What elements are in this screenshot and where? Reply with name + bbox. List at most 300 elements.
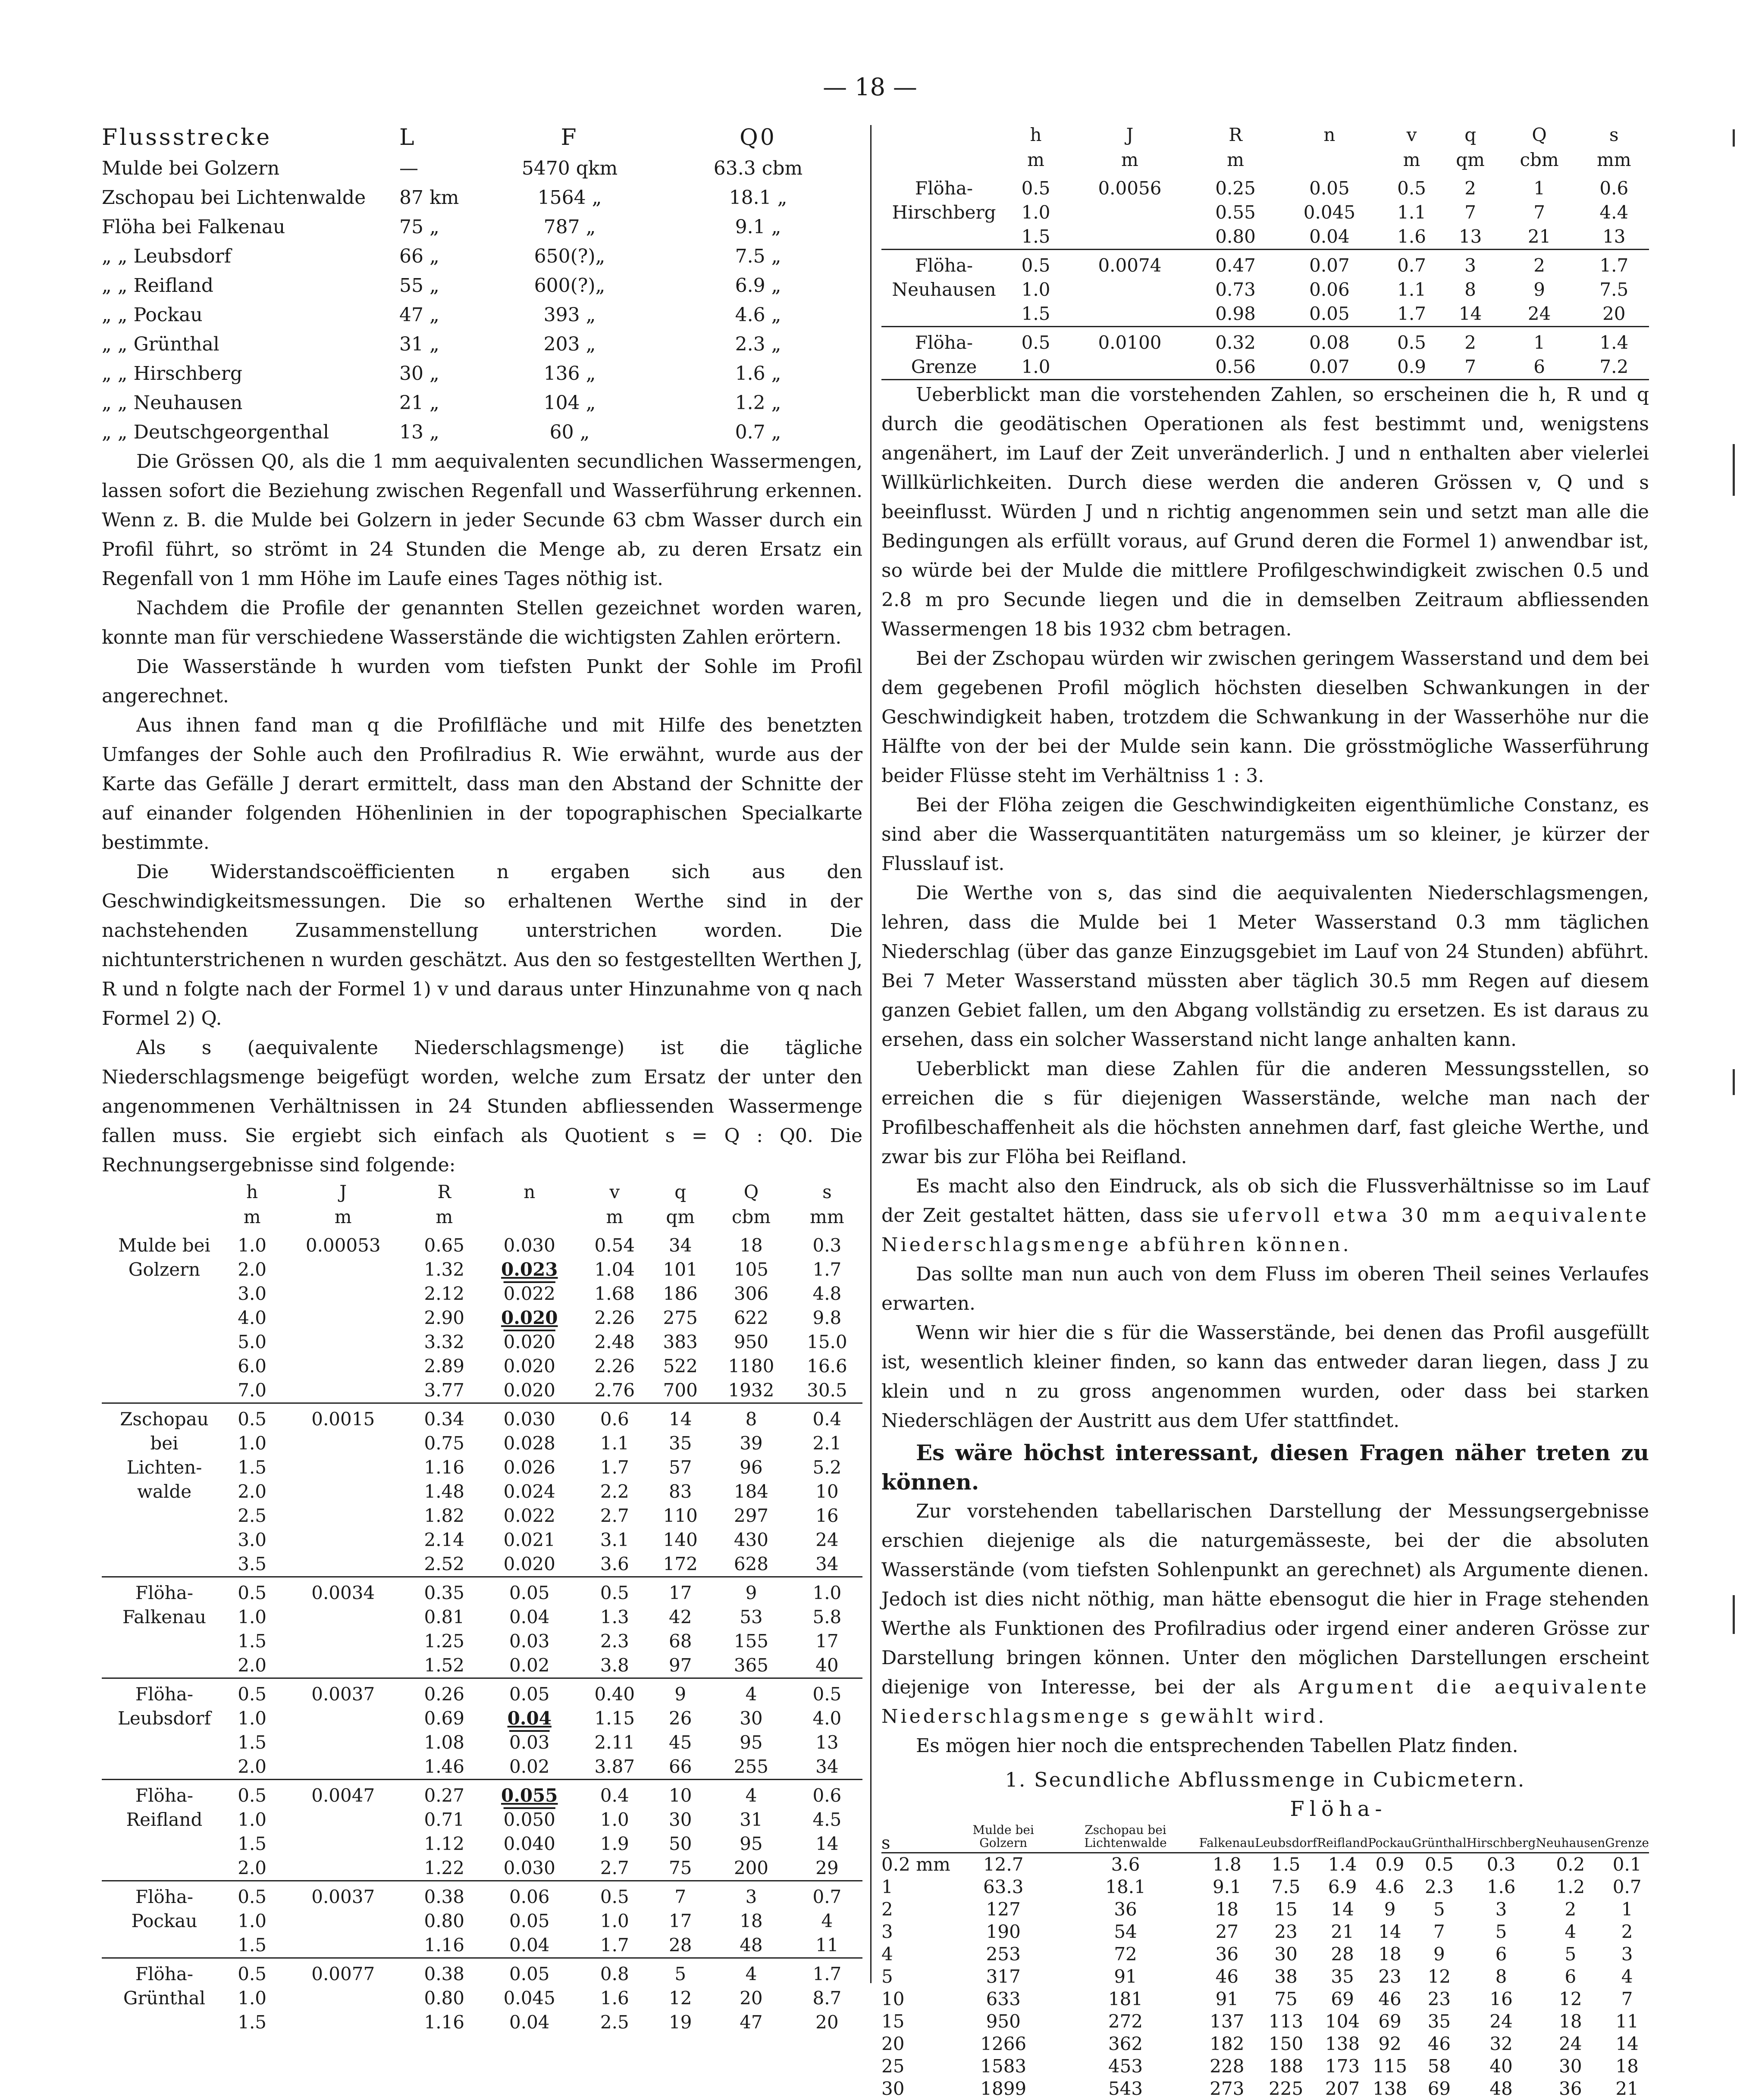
r-cell	[409, 1528, 480, 1552]
measurement-table-right	[881, 123, 1649, 380]
unit-header: mm	[1596, 149, 1631, 170]
h-cell: 2.0	[238, 1481, 267, 1502]
j-cell	[1065, 173, 1194, 200]
location-cell	[881, 278, 1006, 302]
table-cell: 28	[1331, 1944, 1354, 1965]
cell-value: 13	[1458, 226, 1482, 247]
r-cell	[409, 1755, 480, 1780]
table-row	[102, 1933, 862, 1958]
table-cell: 12.7	[955, 1853, 1052, 1876]
location-cell	[102, 1933, 227, 1958]
table-row	[102, 1577, 862, 1606]
table-cell: 150	[1269, 2033, 1304, 2054]
station-name: „ „ Leubsdorf	[102, 245, 231, 267]
location-cell	[881, 327, 1006, 355]
cell-value: 1.4	[1599, 332, 1629, 353]
j-cell	[277, 1731, 409, 1755]
cell-value: 0.06	[1309, 279, 1350, 300]
table-cell: 4	[881, 1944, 893, 1965]
cell-value: 1.0	[812, 1582, 842, 1603]
unit-header: m	[1121, 149, 1138, 170]
n-cell	[480, 1706, 579, 1731]
cell-value: 20	[1602, 303, 1626, 324]
length-cell: 75 „	[399, 216, 439, 238]
cell-value: 1.08	[424, 1732, 464, 1753]
cell-value: 18	[740, 1910, 763, 1931]
table-cell: 10	[881, 1988, 905, 2009]
location-cell	[102, 1856, 227, 1881]
area-cell: 600(?)„	[534, 275, 605, 297]
cell-value: 0.6	[600, 1408, 629, 1430]
s-cell	[792, 1731, 862, 1755]
r-cell	[409, 1881, 480, 1909]
location-label: Lichten-	[126, 1457, 202, 1478]
table-cell: 6	[1495, 1944, 1507, 1965]
q-cell	[650, 1731, 711, 1755]
station-name: Flöha bei Falkenau	[102, 216, 285, 238]
table-row	[102, 1480, 862, 1504]
area-cell: 104 „	[543, 392, 596, 414]
Q-cell	[1500, 327, 1579, 355]
area-cell: 787 „	[543, 216, 596, 238]
cell-value: 0.38	[424, 1963, 464, 1984]
right-column	[881, 123, 1649, 2100]
cell-value: 1.68	[594, 1283, 635, 1304]
r-cell	[1194, 225, 1277, 250]
j-value: 0.0056	[1098, 178, 1162, 199]
table-cell: 1.5	[1255, 1853, 1317, 1876]
Q-cell	[711, 1653, 792, 1678]
h-cell: 0.5	[238, 1582, 267, 1603]
right-paragraphs	[881, 380, 1649, 1172]
discharge-cell: 1.6 „	[735, 363, 781, 385]
cell-value: 0.35	[424, 1582, 464, 1603]
cell-value: 50	[669, 1833, 692, 1854]
v-cell	[579, 1909, 650, 1933]
cell-value: 3.77	[424, 1380, 464, 1401]
n-cell	[480, 1431, 579, 1455]
location-label: Hirschberg	[892, 202, 996, 223]
j-cell	[277, 1431, 409, 1455]
paragraph-eindruck: Es macht also den Eindruck, als ob sich die Flussverhältnisse so im Lauf der Zeit gestaltet hätten, dass sie ufervoll etwa 30 mm aequivalente Niederschlagsmenge abführen können.	[881, 1175, 1649, 1256]
table-row	[881, 302, 1649, 327]
cell-value: 0.020	[503, 1553, 555, 1574]
location-label: Mulde bei	[118, 1235, 210, 1256]
table-row	[102, 1909, 862, 1933]
paragraph-oben: Das sollte man nun auch von dem Fluss im oberen Theil seines Verlaufes erwarten.	[881, 1263, 1649, 1314]
cell-value: 2.90	[424, 1307, 464, 1328]
h-cell: 0.5	[1021, 332, 1050, 353]
j-cell	[277, 1330, 409, 1354]
cell-value: 26	[669, 1708, 692, 1729]
length-cell: 31 „	[399, 333, 439, 355]
j-value: 0.0074	[1098, 255, 1162, 276]
j-cell	[277, 1832, 409, 1856]
column-header: Zschopau bei Lichtenwalde	[1084, 1823, 1167, 1850]
v-cell	[579, 1986, 650, 2010]
h-cell: 0.5	[238, 1963, 267, 1984]
cell-value: 1.48	[424, 1481, 464, 1502]
Q-cell	[711, 1258, 792, 1282]
paragraph: Nachdem die Profile der genannten Stellen gezeichnet worden waren, konnte man für verschiedene Wasserstände die wichtigsten Zahlen erörtern.	[102, 597, 862, 648]
n-cell	[480, 1378, 579, 1403]
table-row	[102, 1455, 862, 1480]
header-spacer	[102, 1180, 227, 1205]
table-cell: 32	[1489, 2033, 1513, 2054]
table-cell: 35	[1427, 2011, 1451, 2032]
s-cell	[792, 1986, 862, 2010]
table-cell: 115	[1372, 2056, 1408, 2077]
n-cell	[480, 1330, 579, 1354]
discharge-cell: 9.1 „	[735, 216, 781, 238]
location-cell	[102, 1605, 227, 1629]
n-cell	[480, 1909, 579, 1933]
cell-value: 2.76	[594, 1380, 635, 1401]
cell-value: 0.022	[503, 1505, 555, 1526]
station-name: „ „ Reifland	[102, 275, 213, 297]
location-cell	[102, 1306, 227, 1330]
table-cell: 30	[1559, 2056, 1582, 2077]
cell-value: 0.6	[1599, 178, 1629, 199]
cell-value: 0.81	[424, 1606, 464, 1627]
v-cell	[579, 2010, 650, 2034]
h-cell: 1.5	[238, 1631, 267, 1652]
paragraph: Bei der Zschopau würden wir zwischen geringem Wasserstand und dem bei dem gegebenen Profil möglich höchsten dieselben Schwankungen in der Geschwindigkeit haben, trotzdem die Schwankung in der Wasserhöhe nur die Hälfte von der bei der Mulde sein kann. Die grösstmögliche Wasserführung beider Flüsse steht im Verhältniss 1 : 3.	[881, 648, 1649, 787]
n-cell	[480, 1986, 579, 2010]
cell-value: 7	[1464, 202, 1476, 223]
table-cell: 16	[1489, 1988, 1513, 2009]
table-row	[881, 2010, 1649, 2033]
table-cell: 9	[1384, 1899, 1396, 1920]
table-row	[102, 359, 862, 388]
cell-value: 1932	[728, 1380, 774, 1401]
location-label: Flöha-	[915, 332, 973, 353]
q-cell	[650, 1330, 711, 1354]
cell-value: 297	[734, 1505, 769, 1526]
location-cell	[102, 1909, 227, 1933]
h-cell: 7.0	[227, 1378, 277, 1403]
cell-value: 1.7	[1599, 255, 1629, 276]
cell-value: 2.52	[424, 1553, 464, 1574]
cell-value: 0.56	[1215, 356, 1256, 377]
Q-cell	[711, 1431, 792, 1455]
Q-cell	[711, 1306, 792, 1330]
location-cell	[102, 1552, 227, 1577]
cell-value: 0.47	[1215, 255, 1256, 276]
cell-value: 0.7	[812, 1886, 842, 1907]
r-cell	[409, 1933, 480, 1958]
Q-cell	[711, 1808, 792, 1832]
cell-value: 2.26	[594, 1307, 635, 1328]
table-cell: 46	[1427, 2033, 1451, 2054]
table-row	[102, 1431, 862, 1455]
table-cell: 92	[1378, 2033, 1401, 2054]
q-cell	[650, 1678, 711, 1707]
v-cell	[1382, 355, 1441, 380]
cell-value: 0.9	[1397, 356, 1426, 377]
column-header: Mulde bei Golzern	[972, 1823, 1034, 1850]
r-cell	[409, 1455, 480, 1480]
column-divider	[870, 125, 872, 1983]
r-cell	[1194, 327, 1277, 355]
h-cell: 1.5	[1006, 302, 1065, 327]
table-cell: 18	[1559, 2011, 1582, 2032]
header-row	[102, 1180, 862, 1205]
location-cell	[102, 1431, 227, 1455]
column-header: R	[437, 1181, 451, 1202]
j-cell	[1065, 278, 1194, 302]
cell-value: 47	[740, 2012, 763, 2033]
v-cell	[579, 1605, 650, 1629]
s-cell	[1579, 355, 1649, 380]
Q-cell	[711, 1629, 792, 1653]
cell-value: 2.26	[594, 1355, 635, 1377]
q-cell	[1441, 250, 1500, 278]
h-cell: 1.0	[1006, 355, 1065, 380]
table-cell: 7	[1433, 1921, 1445, 1942]
j-cell	[277, 1258, 409, 1282]
unit-header: m	[1227, 149, 1244, 170]
v-cell	[579, 1480, 650, 1504]
j-value: 0.0077	[311, 1963, 375, 1984]
q-cell	[650, 1282, 711, 1306]
cell-value: 0.022	[503, 1283, 555, 1304]
s-cell	[792, 1330, 862, 1354]
cell-value: 1.0	[600, 1809, 629, 1830]
table-cell: 190	[986, 1921, 1021, 1942]
s-cell	[792, 1528, 862, 1552]
cell-value: 10	[669, 1785, 692, 1806]
cell-value: 11	[815, 1934, 839, 1956]
n-cell	[1276, 302, 1382, 327]
table-cell: 0.2 mm	[881, 1853, 955, 1876]
unit-header	[480, 1205, 579, 1230]
j-cell	[277, 1354, 409, 1378]
cell-value: 0.6	[812, 1785, 842, 1806]
q-cell	[650, 2010, 711, 2034]
cell-value: 0.71	[424, 1809, 464, 1830]
cell-value: 0.69	[424, 1708, 464, 1729]
n-cell	[1276, 200, 1382, 225]
cell-value: 0.020	[501, 1307, 558, 1328]
cell-value: 0.030	[503, 1857, 555, 1878]
Q-cell	[1500, 355, 1579, 380]
cell-value: 0.030	[503, 1408, 555, 1430]
area-cell: 60 „	[549, 421, 590, 443]
v-cell	[579, 1731, 650, 1755]
r-cell	[409, 1552, 480, 1577]
n-cell	[480, 1552, 579, 1577]
Q-cell	[711, 1354, 792, 1378]
n-cell	[480, 1856, 579, 1881]
cell-value: 2	[1464, 178, 1476, 199]
table-cell: 4	[1564, 1921, 1577, 1942]
cell-value: 7.5	[1599, 279, 1629, 300]
r-cell	[409, 1230, 480, 1258]
table-row	[102, 1881, 862, 1909]
cell-value: 2.7	[600, 1505, 629, 1526]
bold-statement: Es wäre höchst interessant, diesen Fragen näher treten zu können.	[881, 1440, 1649, 1495]
table-cell: 113	[1269, 2011, 1304, 2032]
cell-value: 0.40	[594, 1684, 635, 1705]
cell-value: 0.32	[1215, 332, 1256, 353]
table-row	[102, 271, 862, 300]
h-cell: 6.0	[238, 1355, 267, 1377]
discharge-cell: 4.6 „	[735, 304, 781, 326]
location-cell	[881, 173, 1006, 200]
table-row	[881, 1876, 1649, 1898]
n-cell	[480, 1933, 579, 1958]
cell-value: 4.5	[812, 1809, 842, 1830]
cell-value: 1.46	[424, 1756, 464, 1777]
cell-value: 1.82	[424, 1505, 464, 1526]
column-header: Q0	[740, 125, 777, 150]
paragraph: Bei der Flöha zeigen die Geschwindigkeiten eigenthümliche Constanz, es sind aber die Wasserquantitäten naturgemäss um so kleiner, je kürzer der Flusslauf ist.	[881, 794, 1649, 875]
location-label: bei	[150, 1433, 179, 1454]
s-cell	[792, 1605, 862, 1629]
cell-value: 622	[734, 1307, 769, 1328]
unit-header: m	[334, 1206, 352, 1227]
Q-cell	[711, 1230, 792, 1258]
q-cell	[650, 1629, 711, 1653]
r-cell	[409, 1605, 480, 1629]
cell-value: 7	[1533, 202, 1545, 223]
table-cell: 18.1	[1105, 1876, 1146, 1897]
cell-value: 1.6	[1397, 226, 1426, 247]
cell-value: 19	[669, 2012, 692, 2033]
location-label: Falkenau	[122, 1606, 207, 1627]
location-cell	[881, 250, 1006, 278]
cell-value: 2.1	[812, 1433, 842, 1454]
table-cell: 69	[1427, 2078, 1451, 2099]
cell-value: 1.04	[594, 1259, 635, 1280]
table-group-label: Flöha-	[1290, 1797, 1387, 1821]
cell-value: 383	[663, 1331, 698, 1352]
location-cell	[102, 2010, 227, 2034]
r-cell	[409, 1832, 480, 1856]
Q-cell	[711, 1933, 792, 1958]
cell-value: 3.32	[424, 1331, 464, 1352]
table-cell: 6	[1564, 1966, 1577, 1987]
table-row	[102, 1403, 862, 1432]
location-cell	[102, 1629, 227, 1653]
table-cell: 48	[1489, 2078, 1513, 2099]
Q-cell	[711, 1282, 792, 1306]
location-label: Reifland	[126, 1809, 203, 1830]
table-cell: 23	[1274, 1921, 1298, 1942]
unit-header: m	[1027, 149, 1044, 170]
q-cell	[1441, 355, 1500, 380]
table-row	[102, 1306, 862, 1330]
cell-value: 0.06	[509, 1886, 550, 1907]
location-label: Grenze	[911, 356, 977, 377]
table-cell: 38	[1274, 1966, 1298, 1987]
table-cell: 58	[1427, 2056, 1451, 2077]
table-cell: 40	[1489, 2056, 1513, 2077]
cell-value: 0.024	[503, 1481, 555, 1502]
v-cell	[579, 1403, 650, 1432]
cell-value: 3.8	[600, 1655, 629, 1676]
s-cell	[1579, 327, 1649, 355]
cell-value: 34	[815, 1553, 839, 1574]
cell-value: 1.0	[600, 1910, 629, 1931]
unit-header: m	[436, 1206, 453, 1227]
q-cell	[1441, 173, 1500, 200]
location-cell	[102, 1832, 227, 1856]
table-cell: 6.9	[1328, 1876, 1357, 1897]
table-row	[881, 2055, 1649, 2078]
location-cell	[102, 1653, 227, 1678]
edge-mark	[1733, 1595, 1735, 1634]
n-cell	[480, 1731, 579, 1755]
cell-value: 2.14	[424, 1529, 464, 1550]
cell-value: 6	[1533, 356, 1545, 377]
cell-value: 4.8	[812, 1283, 842, 1304]
cell-value: 0.3	[812, 1235, 842, 1256]
table-cell: 2	[881, 1899, 893, 1920]
v-cell	[579, 1653, 650, 1678]
cell-value: 0.05	[509, 1910, 550, 1931]
Q-cell	[711, 1330, 792, 1354]
length-cell: 87 km	[399, 187, 459, 209]
table-row	[102, 1504, 862, 1528]
Q-cell	[711, 1504, 792, 1528]
h-cell: 0.5	[238, 1684, 267, 1705]
cell-value: 1.1	[600, 1433, 629, 1454]
v-cell	[1382, 225, 1441, 250]
header-row	[881, 123, 1649, 148]
q-cell	[650, 1808, 711, 1832]
table-cell: 30	[1274, 1944, 1298, 1965]
s-cell	[792, 1552, 862, 1577]
v-cell	[579, 1678, 650, 1707]
left-column	[102, 123, 862, 2034]
cell-value: 1.1	[1397, 279, 1426, 300]
location-cell	[102, 1881, 227, 1909]
cell-value: 17	[669, 1910, 692, 1931]
table-cell: 21	[1331, 1921, 1354, 1942]
table-cell: 5	[1564, 1944, 1577, 1965]
Q-cell	[1500, 250, 1579, 278]
r-cell	[409, 1403, 480, 1432]
s-cell	[1579, 200, 1649, 225]
location-cell	[881, 355, 1006, 380]
cell-value: 15.0	[807, 1331, 847, 1352]
column-header: Pockau	[1368, 1836, 1412, 1850]
table-cell: 21	[1615, 2078, 1639, 2099]
h-cell: 3.5	[227, 1552, 277, 1577]
unit-header: cbm	[731, 1206, 771, 1227]
length-cell: 47 „	[399, 304, 439, 326]
cell-value: 16	[815, 1505, 839, 1526]
j-cell	[277, 1986, 409, 2010]
column-header: v	[1406, 124, 1417, 145]
cell-value: 68	[669, 1631, 692, 1652]
location-cell	[102, 1528, 227, 1552]
discharge-cell: 0.7 „	[735, 421, 781, 443]
location-label: Flöha-	[135, 1963, 194, 1984]
table-cell: 2	[1564, 1899, 1577, 1920]
location-label: Flöha-	[135, 1684, 194, 1705]
cell-value: 0.75	[424, 1433, 464, 1454]
h-cell: 1.5	[238, 1732, 267, 1753]
table-cell: 5	[1495, 1921, 1507, 1942]
cell-value: 0.65	[424, 1235, 464, 1256]
header-row	[881, 1824, 1649, 1853]
area-cell: 393 „	[543, 304, 596, 326]
cell-value: 45	[669, 1732, 692, 1753]
paragraph: Ueberblickt man diese Zahlen für die anderen Messungsstellen, so erreichen die s für diejenigen Wasserstände, welche man nach der Profilbeschaffenheit als die höchsten annehmen darf, fast gleiche Werthe, und zwar bis zur Flöha bei Reifland.	[881, 1058, 1649, 1168]
